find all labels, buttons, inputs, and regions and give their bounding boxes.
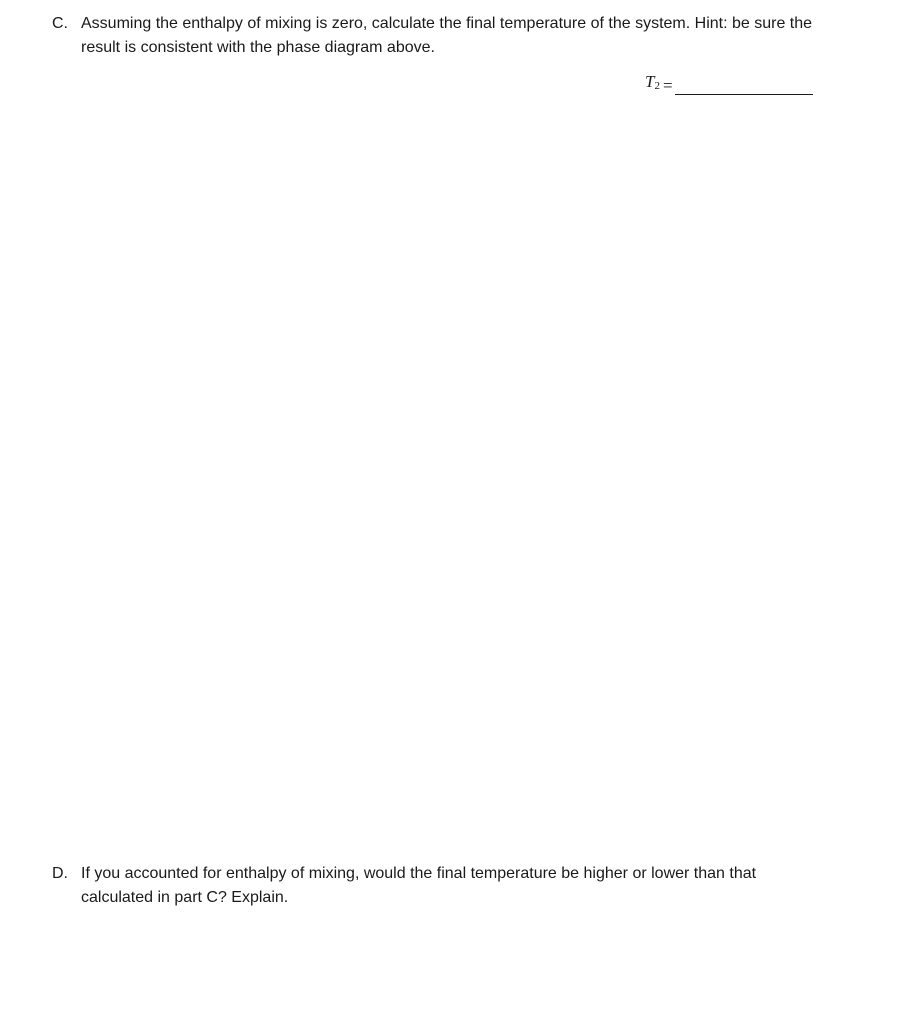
question-d-text: If you accounted for enthalpy of mixing, would the final temperature be higher or lower than that calculated in part C? Explain. bbox=[81, 865, 757, 906]
answer-t2-blank[interactable] bbox=[675, 94, 813, 95]
answer-t2-row bbox=[645, 73, 813, 97]
question-c-letter: C. bbox=[52, 15, 68, 32]
answer-subscript: 2 bbox=[654, 80, 660, 92]
answer-variable: T bbox=[645, 72, 655, 91]
answer-equals-sign: = bbox=[662, 76, 673, 95]
question-c bbox=[52, 12, 832, 60]
question-d bbox=[52, 862, 832, 910]
question-d-letter: D. bbox=[52, 865, 68, 882]
question-c-text: Assuming the enthalpy of mixing is zero, calculate the final temperature of the system. Hint: be sure the result is consistent with the phase diagram above. bbox=[81, 15, 813, 56]
answer-t2-label bbox=[645, 71, 660, 97]
